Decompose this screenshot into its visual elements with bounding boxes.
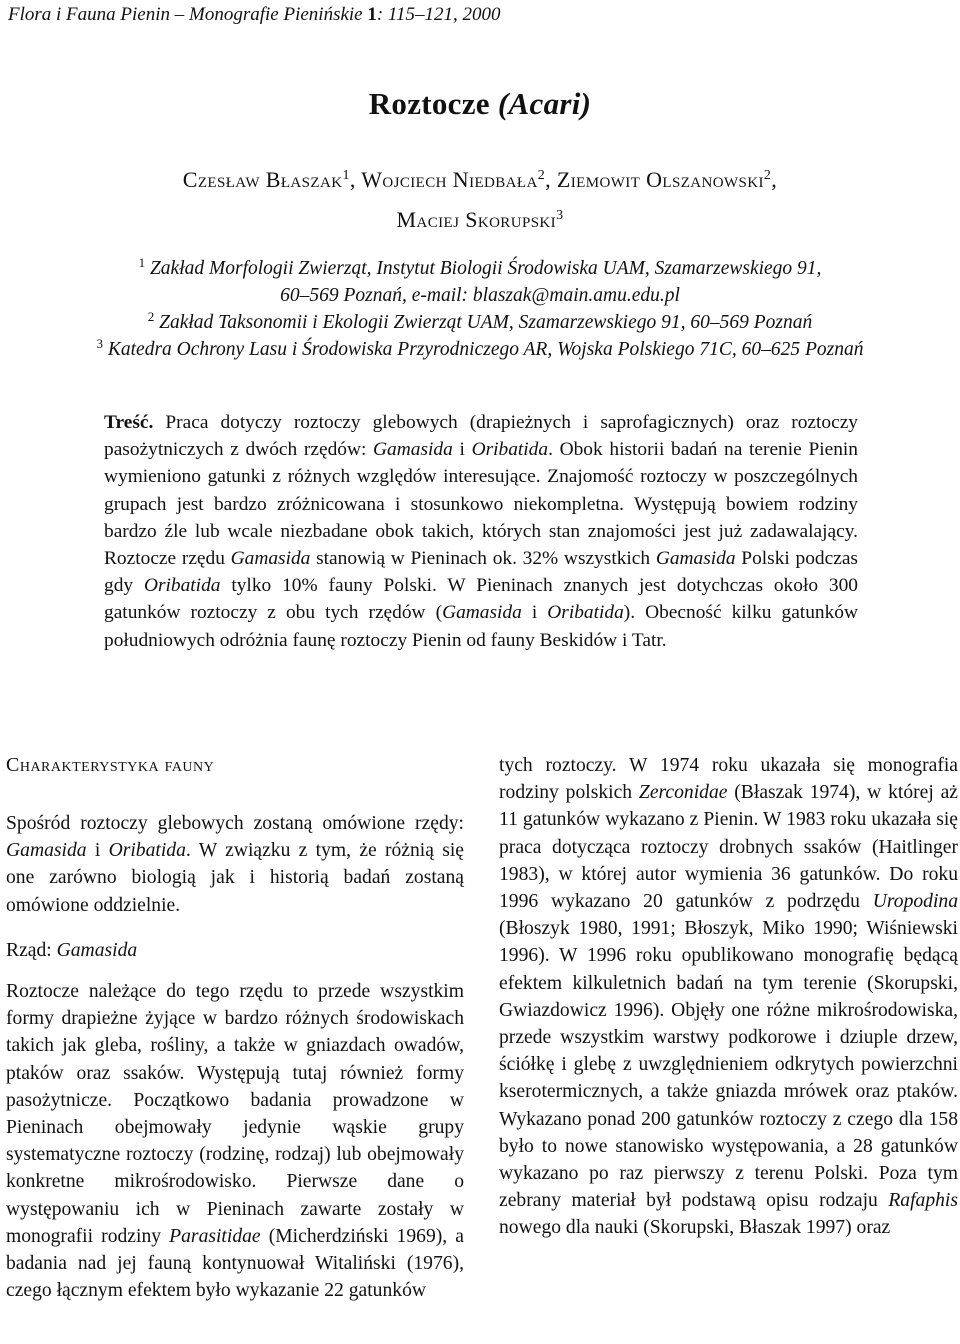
journal-pages-year: : 115–121, 2000 (376, 4, 501, 25)
abstract-text: i (521, 602, 548, 624)
author-list: Czesław Błaszak$^1$, Wojciech Niedbała$^2$, Ziemowit Olszanowski$^2$, Maciej Skorupski$^3$ (182, 167, 778, 232)
abstract (104, 409, 858, 654)
paragraph-text: (Micherdziński 1969), a badania nad jej fauną kontynuował Witaliński (1976), czego łącznym efektem było wykazanie 22 gatunków (6, 1225, 464, 1302)
taxon-name: Oribatida (471, 439, 549, 461)
taxon-name: Parasitidae (169, 1225, 261, 1247)
affiliation-2 (0, 309, 960, 336)
author-name: Czesław Błaszak (182, 167, 343, 192)
author-affil-mark: 3 (556, 208, 564, 223)
taxon-name: Gamasida (655, 548, 736, 570)
affiliation-1-cont (0, 282, 960, 309)
abstract-text: Polski podczas gdy (104, 548, 858, 597)
paragraph-text: . W związku z tym, że różnią się one zarówno biologią jak i historią badań zostaną omówione oddzielnie. (6, 840, 464, 916)
author-affil-mark: 2 (763, 168, 772, 183)
affiliations (0, 255, 960, 363)
paragraph-text: nowego dla nauki (Skorupski, Błaszak 1997) oraz (499, 1217, 891, 1239)
affiliation-3 (0, 336, 960, 363)
affiliation-number: 3 (96, 336, 103, 351)
taxon-name: Gamasida (373, 439, 453, 461)
author-affil-mark: 2 (537, 168, 546, 183)
author-name: Wojciech Niedbała (361, 167, 538, 192)
section-heading: Charakterystyka fauny (6, 754, 215, 776)
author-name: Ziemowit Olszanowski (556, 167, 764, 192)
paragraph-text: Spośród roztoczy glebowych zostaną omówione rzędy: (6, 813, 464, 834)
paragraph-text: Roztocze należące do tego rzędu to przede wszystkim formy drapieżne żyjące w bardzo różnych środowiskach takich jak gleba, rośliny, a także w gniazdach owadów, ptaków oraz ssaków. Występują tutaj również formy pasożytnicze. Początkowo badania prowadzone w Pieninach obejmowały jedynie wąskie grupy systematyczne roztoczy (rodzinę, rodzaj) lub obejmowały konkretne mikrośrodowisko. Pierwsze dane o występowaniu ich w Pieninach zawarte zostały w monografii rodziny (6, 981, 464, 1247)
abstract-text: i (452, 439, 472, 461)
taxon-name: Oribatida (108, 840, 186, 862)
taxon-name: Rafaphis (888, 1190, 958, 1212)
journal-series: Flora i Fauna Pienin – Monografie Pienińskie (8, 4, 363, 25)
paragraph-text: (Błoszyk 1980, 1991; Błoszyk, Miko 1990; Wiśniewski 1996). W 1996 roku opublikowano monografię będącą efektem kilkuletnich badań na tym terenie (Skorupski, Gwiazdowicz 1996). Objęły one różne mikrośrodowiska, przede wszystkim warstwy podkorowe i dziuple drzew, ściółkę i glebę z uwzględnieniem odkrytych powierzchni kserotermicznych, a także gniazda mrówek oraz ptaków. Wykazano ponad 200 gatunków roztoczy z czego dla 158 było to nowe stanowisko występowania, a 28 gatunków wykazano po raz pierwszy z terenu Polski. Poza tym zebrany materiał był podstawą opisu rodzaju (499, 918, 958, 1212)
subsection-heading (6, 937, 464, 964)
taxon-name: Gamasida (442, 602, 522, 624)
title-latin: (Acari) (497, 86, 592, 121)
abstract-text: Praca dotyczy roztoczy glebowych (drapieżnych i saprofagicznych) oraz roztoczy pasożytniczych z dwóch rzędów: (104, 412, 858, 461)
title-main: Roztocze (368, 86, 490, 121)
taxon-name: Gamasida (230, 548, 311, 570)
paragraph-text: (Błaszak 1974), w której aż 11 gatunków wykazano z Pienin. W 1983 roku ukazała się praca dotycząca roztoczy drobnych ssaków (Haitlinger 1983), w której autor wymienia 36 gatunków. Do roku 1996 wykazano 20 gatunków z podrzędu (499, 782, 959, 913)
author-name: Maciej Skorupski (396, 207, 557, 232)
right-column (499, 752, 958, 1242)
running-header (8, 4, 501, 26)
journal-volume: 1 (367, 4, 377, 25)
abstract-text: . Obok historii badań na terenie Pienin wymieniono gatunki z różnych względów interesujące. Znajomość roztoczy w poszczególnych grupach jest bardzo zróżnicowana i stosunkowo niekompletna. Występują bowiem rodziny bardzo źle lub wcale niezbadane obok takich, których stan znajomości jest już zadawalający. Roztocze rzędu (104, 439, 858, 570)
taxon-name: Uropodina (872, 891, 958, 913)
author-affil-mark: 1 (342, 168, 350, 183)
affiliation-number: 2 (147, 309, 155, 324)
taxon-name: Gamasida (56, 939, 138, 961)
taxon-name: Zerconidae (638, 782, 728, 804)
abstract-label: Treść. (104, 412, 154, 433)
paragraph (6, 810, 464, 919)
affiliation-text: 60–569 Poznań, e-mail: blaszak@main.amu.edu.pl (280, 285, 680, 306)
paragraph-text: i (86, 840, 109, 862)
affiliation-number: 1 (138, 255, 146, 270)
abstract-text: ). Obecność kilku gatunków południowych odróżnia faunę roztoczy Pienin od fauny Beskidów i Tatr. (104, 602, 858, 651)
abstract-text: stanowią w Pieninach ok. 32% wszystkich (310, 548, 656, 570)
abstract-text: tylko 10% fauny Polski. W Pieninach znanych jest dotychczas około 300 gatunków roztoczy z obu tych rzędów ( (104, 575, 858, 624)
affiliation-1 (0, 255, 960, 282)
subsection-label: Rząd: (6, 939, 57, 961)
affiliation-text: Zakład Morfologii Zwierząt, Instytut Biologii Środowiska UAM, Szamarzewskiego 91, (149, 258, 822, 279)
paragraph (499, 752, 958, 1242)
taxon-name: Gamasida (6, 840, 87, 862)
left-column (6, 752, 464, 1304)
taxon-name: Oribatida (143, 575, 221, 597)
taxon-name: Oribatida (547, 602, 624, 624)
affiliation-text: Katedra Ochrony Lasu i Środowiska Przyrodniczego AR, Wojska Polskiego 71C, 60–625 Poznań (107, 339, 864, 360)
paragraph (6, 978, 464, 1304)
affiliation-text: Zakład Taksonomii i Ekologii Zwierząt UAM, Szamarzewskiego 91, 60–569 Poznań (159, 312, 813, 333)
paragraph-text: tych roztoczy. W 1974 roku ukazała się monografia rodziny polskich (499, 755, 958, 804)
article-title (0, 86, 960, 122)
